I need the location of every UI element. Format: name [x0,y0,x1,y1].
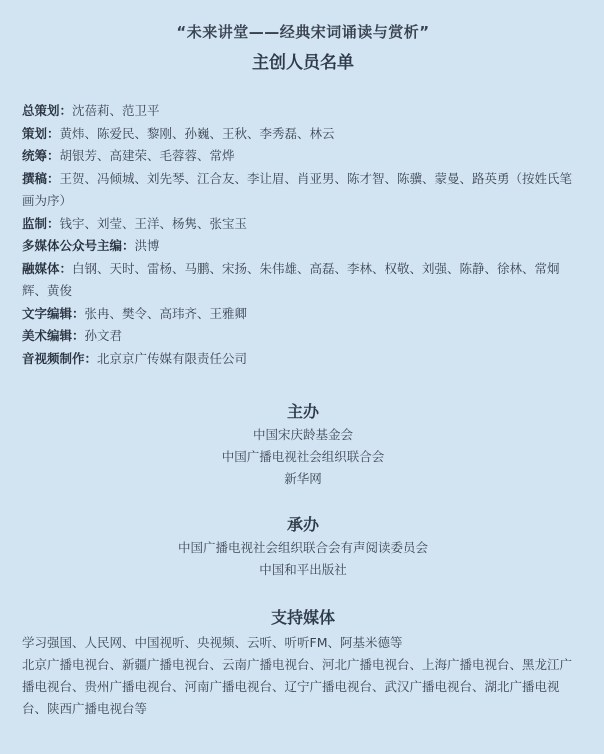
credit-writers [22,168,584,213]
host-organization: 中国宋庆龄基金会 [252,427,353,442]
credits-list [22,100,584,370]
credit-names: 张冉、樊令、高玮齐、王雅卿 [84,305,248,321]
credit-role: 策划： [22,125,60,141]
host-heading: 主办 [286,402,319,421]
credit-role: 美术编辑： [22,328,85,343]
credit-role: 总策划： [22,103,73,118]
credit-role: 统筹： [22,148,60,163]
media-heading: 支持媒体 [270,608,335,627]
credit-role: 撰稿： [22,170,60,186]
credit-role: 融媒体： [22,260,73,276]
credit-names: 黄炜、陈爱民、黎刚、孙巍、王秋、李秀磊、林云 [59,125,335,141]
co-host-organization: 中国广播电视社会组织联合会有声阅读委员会 [177,540,428,555]
host-list [22,424,584,490]
page-title: 主创人员名单 [252,53,354,73]
credit-names: 洪博 [134,238,160,253]
credit-names: 沈蓓莉、范卫平 [72,103,160,118]
credit-role: 文字编辑： [22,305,85,321]
credit-role: 音视频制作： [22,350,98,366]
credit-supervisor [22,213,584,236]
online-media-line: 学习强国、人民网、中国视听、央视频、云听、听听FM、阿基米德等 [22,635,403,650]
tv-stations-line: 北京广播电视台、新疆广播电视台、云南广播电视台、河北广播电视台、上海广播电视台、黑龙江广播电视台、贵州广播电视台、河南广播电视台、辽宁广播电视台、武汉广播电视台、湖北广播电视台、陕西广播电视台等 [22,657,573,716]
credit-names: 王贺、冯倾城、刘先琴、江合友、李让眉、肖亚男、陈才智、陈骥、蒙曼、路英勇（按姓氏笔画为序） [22,170,573,208]
credit-names: 钱宇、刘莹、王洋、杨隽、张宝玉 [59,215,248,231]
media-list [22,632,584,720]
credit-role: 多媒体公众号主编： [22,238,135,253]
program-subtitle: “未来讲堂——经典宋词诵读与赏析” [176,23,430,41]
credit-art-editor [22,325,584,348]
credit-names: 胡银芳、高建荣、毛蓉蓉、常烨 [59,148,235,163]
credit-av-production [22,348,584,371]
co-host-organization: 中国和平出版社 [259,562,347,577]
credit-chief-planner [22,100,584,123]
credit-planner [22,123,584,146]
credit-role: 监制： [22,215,60,231]
credit-names: 孙文君 [84,328,123,343]
credit-media-team [22,258,584,303]
credit-coordinator [22,145,584,168]
credit-editor-in-chief [22,235,584,258]
credit-names: 北京京广传媒有限责任公司 [97,350,248,366]
credit-text-editor [22,303,584,326]
co-host-heading: 承办 [286,515,319,534]
credit-names: 白钢、天时、雷杨、马鹏、宋扬、朱伟雄、高磊、李林、权敬、刘强、陈静、徐林、常炯辉、黄俊 [22,260,560,298]
host-organization: 新华网 [284,471,322,486]
co-host-list [22,537,584,581]
host-organization: 中国广播电视社会组织联合会 [221,449,385,464]
